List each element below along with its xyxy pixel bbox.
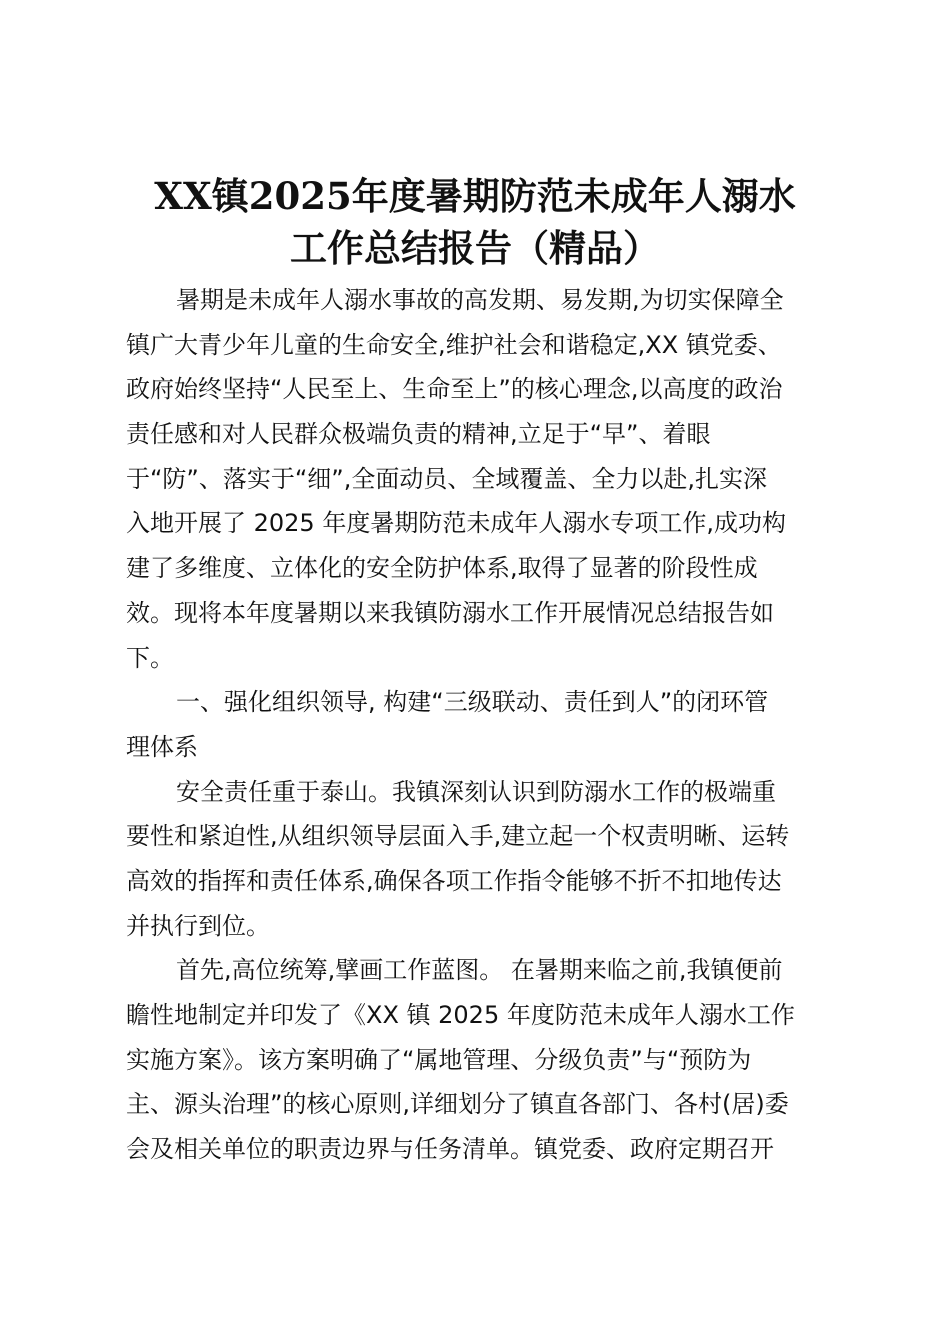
title-line-2: 工作总结报告（精品） bbox=[290, 226, 660, 270]
paragraph-line: 建了多维度、立体化的安全防护体系,取得了显著的阶段性成 bbox=[126, 554, 758, 583]
paragraph-responsibility bbox=[126, 770, 836, 949]
paragraph-line: 首先,高位统筹,擘画工作蓝图。 在暑期来临之前,我镇便前 bbox=[176, 956, 783, 985]
document-title bbox=[100, 170, 850, 274]
paragraph-line: 主、源头治理”的核心原则,详细划分了镇直各部门、各村(居)委 bbox=[126, 1090, 789, 1119]
document-body bbox=[126, 278, 836, 1172]
paragraph-line: 实施方案》。该方案明确了“属地管理、分级负责”与“预防为 bbox=[126, 1045, 752, 1074]
paragraph-intro bbox=[126, 278, 836, 680]
paragraph-line: 于“防”、落实于“细”,全面动员、全域覆盖、全力以赴,扎实深 bbox=[126, 464, 767, 493]
paragraph-line: 入地开展了 2025 年度暑期防范未成年人溺水专项工作,成功构 bbox=[126, 509, 786, 538]
paragraph-line: 责任感和对人民群众极端负责的精神,立足于“早”、着眼 bbox=[126, 420, 711, 449]
paragraph-line: 瞻性地制定并印发了《XX 镇 2025 年度防范未成年人溺水工作 bbox=[126, 1001, 795, 1029]
paragraph-line: 会及相关单位的职责边界与任务清单。镇党委、政府定期召开 bbox=[126, 1135, 774, 1164]
paragraph-line: 暑期是未成年人溺水事故的高发期、易发期,为切实保障全 bbox=[176, 286, 784, 314]
paragraph-line: 要性和紧迫性,从组织领导层面入手,建立起一个权责明晰、运转 bbox=[126, 822, 790, 851]
title-line-1: XX镇2025年度暑期防范未成年人溺水 bbox=[154, 174, 796, 218]
paragraph-line: 政府始终坚持“人民至上、生命至上”的核心理念,以高度的政治 bbox=[126, 375, 783, 404]
paragraph-line: 下。 bbox=[126, 643, 174, 672]
section-heading-1 bbox=[126, 680, 836, 769]
paragraph-line: 高效的指挥和责任体系,确保各项工作指令能够不折不扣地传达 bbox=[126, 866, 782, 895]
paragraph-line: 并执行到位。 bbox=[126, 911, 270, 940]
paragraph-line: 效。现将本年度暑期以来我镇防溺水工作开展情况总结报告如 bbox=[126, 598, 774, 627]
heading-line: 理体系 bbox=[126, 732, 198, 761]
paragraph-planning bbox=[126, 948, 836, 1171]
paragraph-line: 安全责任重于泰山。我镇深刻认识到防溺水工作的极端重 bbox=[176, 777, 776, 806]
paragraph-line: 镇广大青少年儿童的生命安全,维护社会和谐稳定,XX 镇党委、 bbox=[126, 330, 782, 359]
heading-line: 一、强化组织领导, 构建“三级联动、责任到人”的闭环管 bbox=[176, 688, 769, 717]
